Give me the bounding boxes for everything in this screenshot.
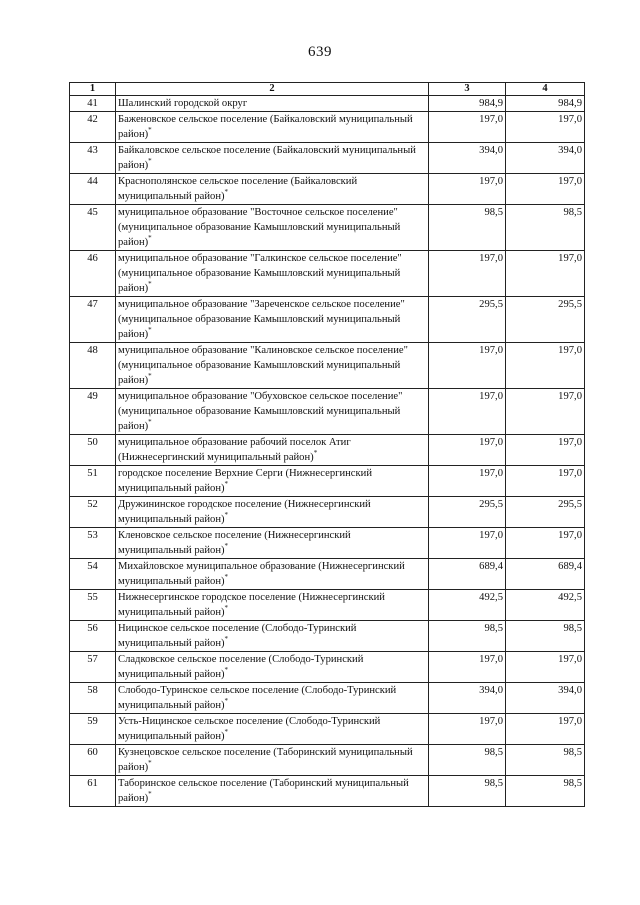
page-number: 639 bbox=[308, 44, 332, 60]
amount-col-4: 98,5 bbox=[506, 776, 585, 807]
amount-col-3: 197,0 bbox=[429, 389, 506, 435]
table-row bbox=[70, 714, 585, 745]
footnote-mark: * bbox=[148, 234, 152, 242]
amount-col-4: 295,5 bbox=[506, 297, 585, 343]
amount-col-4: 394,0 bbox=[506, 143, 585, 174]
municipality-name: муниципальное образование "Калиновское сельское поселение" (муниципальное образование Камышловский муниципальный район)* bbox=[116, 343, 429, 389]
municipality-name: Шалинский городской округ bbox=[116, 96, 429, 112]
row-number: 59 bbox=[70, 714, 116, 745]
budget-table bbox=[69, 82, 585, 807]
amount-col-4: 197,0 bbox=[506, 389, 585, 435]
row-number: 60 bbox=[70, 745, 116, 776]
table-row bbox=[70, 343, 585, 389]
amount-col-3: 197,0 bbox=[429, 652, 506, 683]
amount-col-4: 492,5 bbox=[506, 590, 585, 621]
row-number: 52 bbox=[70, 497, 116, 528]
row-number: 53 bbox=[70, 528, 116, 559]
footnote-mark: * bbox=[148, 372, 152, 380]
table-row bbox=[70, 96, 585, 112]
amount-col-3: 492,5 bbox=[429, 590, 506, 621]
amount-col-4: 197,0 bbox=[506, 251, 585, 297]
footnote-mark: * bbox=[148, 280, 152, 288]
footnote-mark: * bbox=[224, 188, 229, 196]
row-number: 58 bbox=[70, 683, 116, 714]
municipality-name: муниципальное образование "Галкинское сельское поселение" (муниципальное образование Камышловский муниципальный район)* bbox=[116, 251, 429, 297]
amount-col-3: 197,0 bbox=[429, 251, 506, 297]
row-number: 41 bbox=[70, 96, 116, 112]
amount-col-3: 984,9 bbox=[429, 96, 506, 112]
amount-col-4: 197,0 bbox=[506, 174, 585, 205]
amount-col-3: 394,0 bbox=[429, 143, 506, 174]
row-number: 46 bbox=[70, 251, 116, 297]
footnote-mark: * bbox=[224, 604, 229, 612]
amount-col-4: 394,0 bbox=[506, 683, 585, 714]
table-body bbox=[70, 96, 585, 807]
table-row bbox=[70, 497, 585, 528]
municipality-name: Михайловское муниципальное образование (Нижнесергинский муниципальный район)* bbox=[116, 559, 429, 590]
amount-col-4: 98,5 bbox=[506, 205, 585, 251]
row-number: 56 bbox=[70, 621, 116, 652]
row-number: 44 bbox=[70, 174, 116, 205]
municipality-name: муниципальное образование "Зареченское сельское поселение" (муниципальное образование Камышловский муниципальный район)* bbox=[116, 297, 429, 343]
row-number: 54 bbox=[70, 559, 116, 590]
amount-col-4: 98,5 bbox=[506, 621, 585, 652]
table-row bbox=[70, 205, 585, 251]
amount-col-4: 197,0 bbox=[506, 528, 585, 559]
municipality-name: Байкаловское сельское поселение (Байкаловский муниципальный район)* bbox=[116, 143, 429, 174]
row-number: 43 bbox=[70, 143, 116, 174]
amount-col-3: 197,0 bbox=[429, 174, 506, 205]
amount-col-3: 98,5 bbox=[429, 205, 506, 251]
amount-col-3: 197,0 bbox=[429, 112, 506, 143]
row-number: 50 bbox=[70, 435, 116, 466]
table-row bbox=[70, 435, 585, 466]
footnote-mark: * bbox=[224, 511, 229, 519]
municipality-name: Усть-Ницинское сельское поселение (Слободо-Туринский муниципальный район)* bbox=[116, 714, 429, 745]
amount-col-4: 689,4 bbox=[506, 559, 585, 590]
table-row bbox=[70, 776, 585, 807]
footnote-mark: * bbox=[148, 126, 152, 134]
header-col-3: 3 bbox=[429, 83, 506, 96]
row-number: 49 bbox=[70, 389, 116, 435]
table-row bbox=[70, 652, 585, 683]
footnote-mark: * bbox=[148, 418, 152, 426]
footnote-mark: * bbox=[224, 697, 229, 705]
amount-col-4: 197,0 bbox=[506, 714, 585, 745]
municipality-name: Кузнецовское сельское поселение (Таборинский муниципальный район)* bbox=[116, 745, 429, 776]
footnote-mark: * bbox=[313, 449, 318, 457]
footnote-mark: * bbox=[224, 635, 229, 643]
footnote-mark: * bbox=[224, 573, 229, 581]
amount-col-3: 98,5 bbox=[429, 621, 506, 652]
amount-col-3: 197,0 bbox=[429, 528, 506, 559]
table-row bbox=[70, 297, 585, 343]
footnote-mark: * bbox=[148, 790, 152, 798]
municipality-name: муниципальное образование "Обуховское сельское поселение" (муниципальное образование Камышловский муниципальный район)* bbox=[116, 389, 429, 435]
table-row bbox=[70, 683, 585, 714]
amount-col-3: 98,5 bbox=[429, 776, 506, 807]
amount-col-3: 197,0 bbox=[429, 714, 506, 745]
municipality-name: Кленовское сельское поселение (Нижнесергинский муниципальный район)* bbox=[116, 528, 429, 559]
amount-col-3: 197,0 bbox=[429, 466, 506, 497]
table-row bbox=[70, 389, 585, 435]
table-row bbox=[70, 174, 585, 205]
amount-col-3: 689,4 bbox=[429, 559, 506, 590]
municipality-name: Сладковское сельское поселение (Слободо-Туринский муниципальный район)* bbox=[116, 652, 429, 683]
amount-col-4: 197,0 bbox=[506, 343, 585, 389]
row-number: 42 bbox=[70, 112, 116, 143]
table-row bbox=[70, 590, 585, 621]
footnote-mark: * bbox=[224, 728, 229, 736]
amount-col-4: 197,0 bbox=[506, 435, 585, 466]
table-row bbox=[70, 112, 585, 143]
amount-col-3: 197,0 bbox=[429, 343, 506, 389]
amount-col-3: 197,0 bbox=[429, 435, 506, 466]
table-header-row bbox=[70, 83, 585, 96]
amount-col-4: 197,0 bbox=[506, 466, 585, 497]
table-row bbox=[70, 143, 585, 174]
table-row bbox=[70, 528, 585, 559]
municipality-name: муниципальное образование "Восточное сельское поселение" (муниципальное образование Камышловский муниципальный район)* bbox=[116, 205, 429, 251]
municipality-name: Баженовское сельское поселение (Байкаловский муниципальный район)* bbox=[116, 112, 429, 143]
table-row bbox=[70, 251, 585, 297]
row-number: 55 bbox=[70, 590, 116, 621]
amount-col-4: 984,9 bbox=[506, 96, 585, 112]
municipality-name: Таборинское сельское поселение (Таборинский муниципальный район)* bbox=[116, 776, 429, 807]
municipality-name: Ницинское сельское поселение (Слободо-Туринский муниципальный район)* bbox=[116, 621, 429, 652]
amount-col-3: 394,0 bbox=[429, 683, 506, 714]
table-row bbox=[70, 466, 585, 497]
municipality-name: муниципальное образование рабочий поселок Атиг (Нижнесергинский муниципальный район)* bbox=[116, 435, 429, 466]
amount-col-4: 295,5 bbox=[506, 497, 585, 528]
header-col-1: 1 bbox=[70, 83, 116, 96]
table-row bbox=[70, 745, 585, 776]
municipality-name: городское поселение Верхние Серги (Нижнесергинский муниципальный район)* bbox=[116, 466, 429, 497]
header-col-4: 4 bbox=[506, 83, 585, 96]
row-number: 57 bbox=[70, 652, 116, 683]
row-number: 51 bbox=[70, 466, 116, 497]
municipality-name: Дружининское городское поселение (Нижнесергинский муниципальный район)* bbox=[116, 497, 429, 528]
footnote-mark: * bbox=[148, 759, 152, 767]
footnote-mark: * bbox=[148, 326, 152, 334]
amount-col-4: 197,0 bbox=[506, 112, 585, 143]
amount-col-3: 98,5 bbox=[429, 745, 506, 776]
amount-col-3: 295,5 bbox=[429, 297, 506, 343]
table-row bbox=[70, 559, 585, 590]
table-row bbox=[70, 621, 585, 652]
municipality-name: Слободо-Туринское сельское поселение (Слободо-Туринский муниципальный район)* bbox=[116, 683, 429, 714]
row-number: 47 bbox=[70, 297, 116, 343]
amount-col-4: 197,0 bbox=[506, 652, 585, 683]
footnote-mark: * bbox=[224, 480, 229, 488]
municipality-name: Краснополянское сельское поселение (Байкаловский муниципальный район)* bbox=[116, 174, 429, 205]
header-col-2: 2 bbox=[116, 83, 429, 96]
footnote-mark: * bbox=[224, 666, 229, 674]
row-number: 48 bbox=[70, 343, 116, 389]
amount-col-3: 295,5 bbox=[429, 497, 506, 528]
municipality-name: Нижнесергинское городское поселение (Нижнесергинский муниципальный район)* bbox=[116, 590, 429, 621]
amount-col-4: 98,5 bbox=[506, 745, 585, 776]
footnote-mark: * bbox=[224, 542, 229, 550]
row-number: 61 bbox=[70, 776, 116, 807]
row-number: 45 bbox=[70, 205, 116, 251]
footnote-mark: * bbox=[148, 157, 152, 165]
